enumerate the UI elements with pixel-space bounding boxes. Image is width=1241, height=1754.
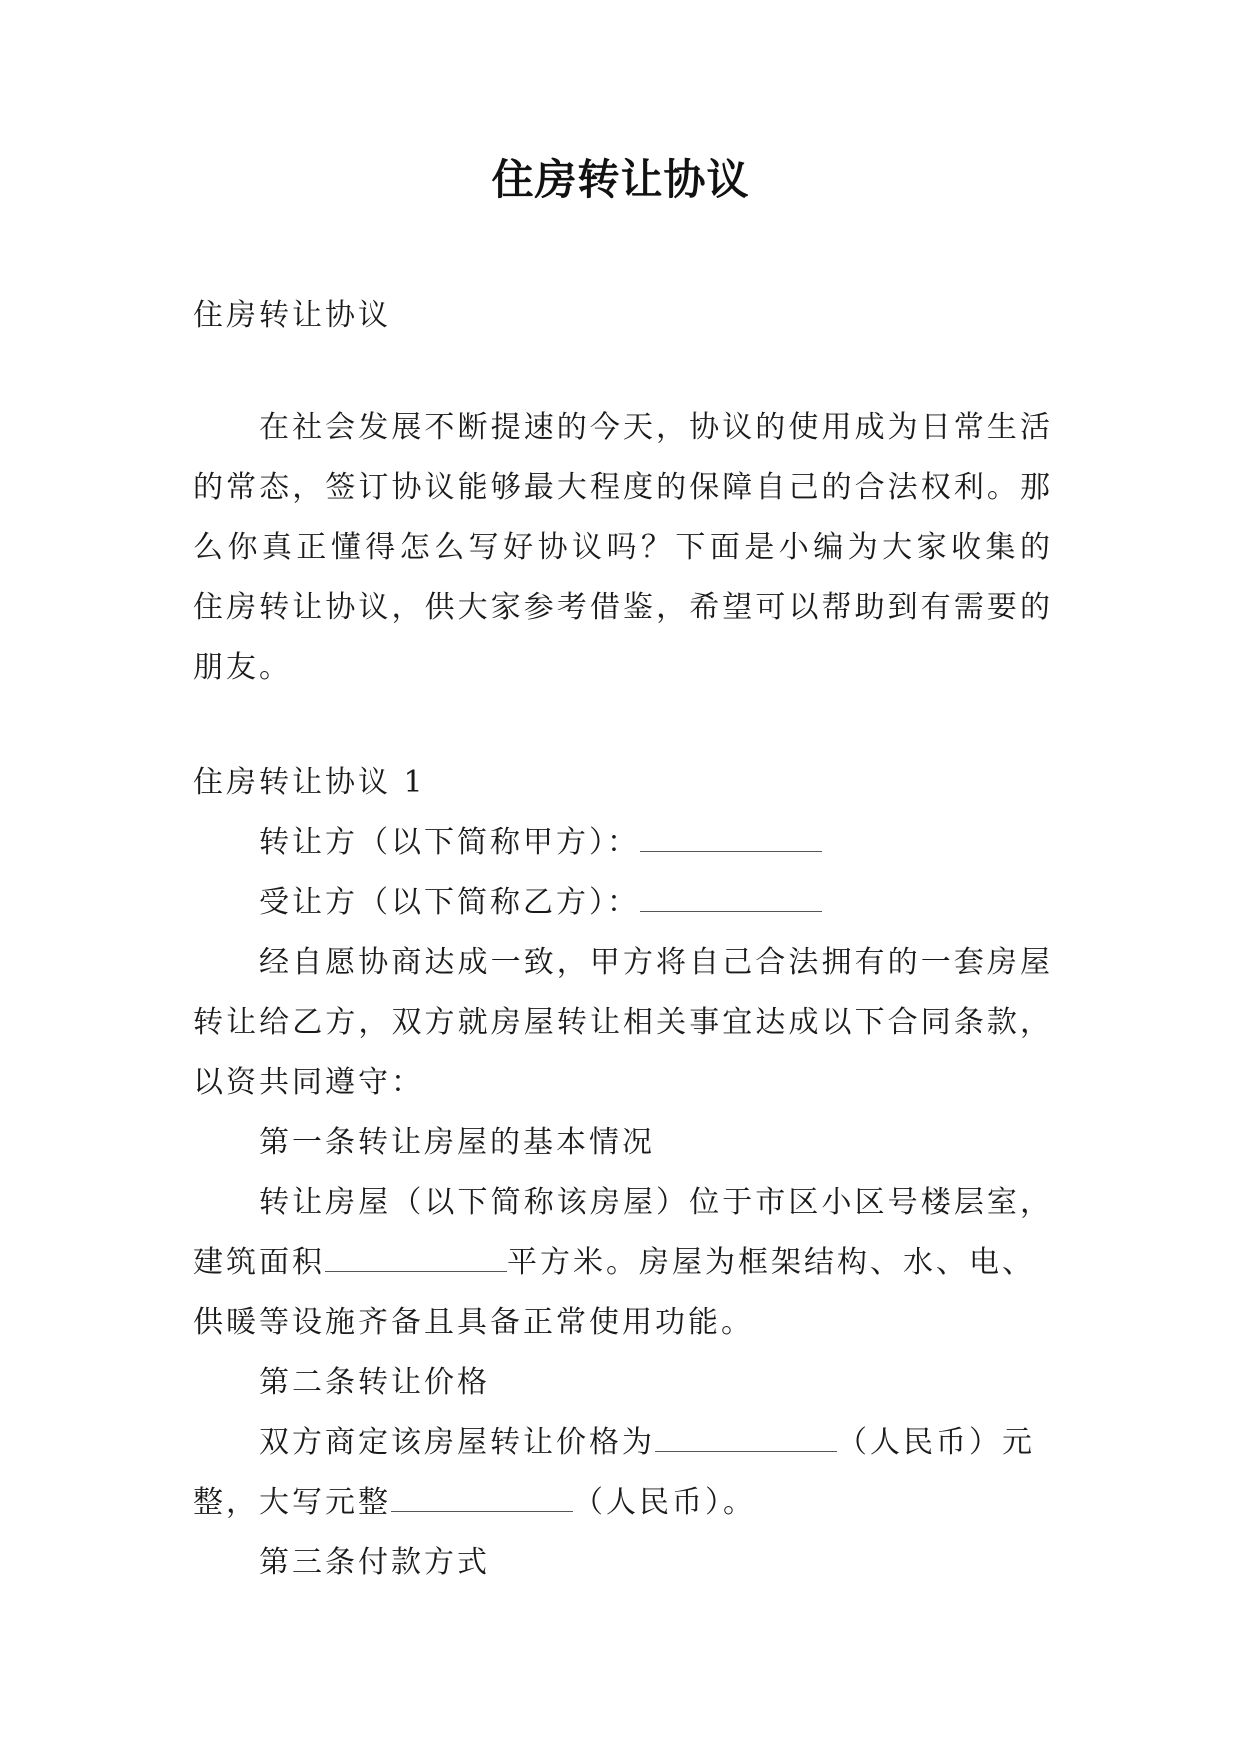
article-1-line: 转让房屋（以下简称该房屋）位于市区小区号楼层室，	[259, 1185, 1053, 1220]
article-2-price-row	[193, 1413, 1053, 1473]
article-2-capital-row	[193, 1473, 1053, 1533]
intro-line: 朋友。	[193, 650, 292, 685]
area-unit-text: 平方米。房屋为框架结构、水、电、	[507, 1245, 1035, 1280]
article-1-title: 第一条转让房屋的基本情况	[259, 1125, 655, 1160]
section-heading: 住房转让协议 1	[193, 765, 426, 800]
party-a-label: 转让方（以下简称甲方）：	[259, 825, 640, 860]
capital-blank	[391, 1487, 573, 1512]
price-label: 双方商定该房屋转让价格为	[259, 1425, 655, 1460]
article-2-title: 第二条转让价格	[259, 1365, 490, 1400]
intro-line: 的常态，签订协议能够最大程度的保障自己的合法权利。那	[193, 470, 1053, 505]
intro-line: 在社会发展不断提速的今天，协议的使用成为日常生活	[259, 410, 1053, 445]
capital-currency-text: （人民币）。	[573, 1485, 756, 1520]
price-currency-text: （人民币）元	[837, 1425, 1035, 1460]
party-b-blank	[640, 887, 822, 912]
article-1-line: 供暖等设施齐备且具备正常使用功能。	[193, 1305, 754, 1340]
party-b-row	[193, 873, 1053, 933]
price-blank	[655, 1427, 837, 1452]
preamble-line: 转让给乙方，双方就房屋转让相关事宜达成以下合同条款，	[193, 1005, 1053, 1040]
party-a-row	[193, 813, 1053, 873]
document-subtitle: 住房转让协议	[193, 298, 391, 333]
preamble-line: 以资共同遵守：	[193, 1065, 424, 1100]
article-1-area-row	[193, 1233, 1053, 1293]
intro-paragraph	[193, 398, 1053, 698]
area-blank	[325, 1247, 507, 1272]
intro-line: 么你真正懂得怎么写好协议吗？下面是小编为大家收集的	[193, 530, 1053, 565]
intro-line: 住房转让协议，供大家参考借鉴，希望可以帮助到有需要的	[193, 590, 1053, 625]
party-a-blank	[640, 827, 822, 852]
document-body	[193, 286, 1053, 1593]
capital-label: 整，大写元整	[193, 1485, 391, 1520]
document-title: 住房转让协议	[491, 155, 750, 204]
preamble-line: 经自愿协商达成一致，甲方将自己合法拥有的一套房屋	[259, 945, 1053, 980]
preamble-paragraph	[193, 933, 1053, 1113]
party-b-label: 受让方（以下简称乙方）：	[259, 885, 640, 920]
article-3-title: 第三条付款方式	[259, 1545, 490, 1580]
area-label: 建筑面积	[193, 1245, 325, 1280]
